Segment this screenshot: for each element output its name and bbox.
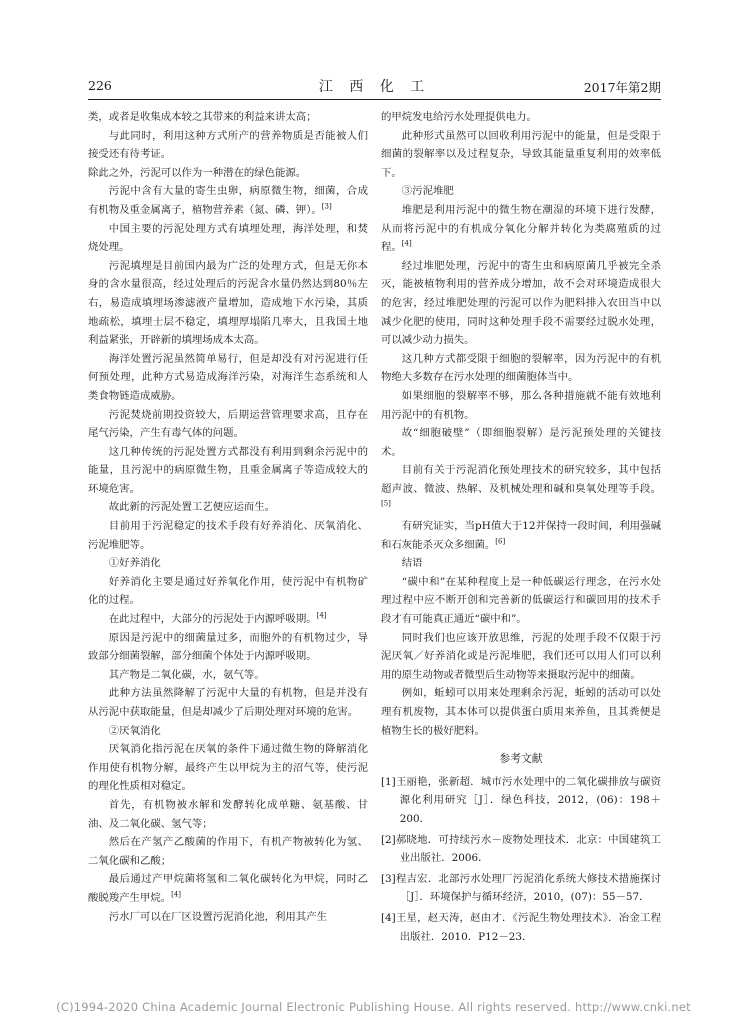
- header-rule: [88, 99, 661, 100]
- paragraph: [88, 182, 368, 219]
- paragraph-text: 此种形式虽然可以回收利用污泥中的能量，但是受限于细菌的裂解率以及过程复杂，导致其能量重复利用的效率低下。: [381, 129, 661, 179]
- page-header: [88, 76, 661, 96]
- references-heading: 参考文献: [499, 752, 543, 766]
- paragraph: [381, 182, 661, 201]
- paragraph-text: 目前有关于污泥消化预处理技术的研究较多，其中包括超声波、微波、热解、及机械处理和碱和臭氧处理等手段。: [381, 464, 661, 495]
- paragraph-text: 的甲烷发电给污水处理提供电力。: [381, 111, 537, 123]
- paragraph: [381, 127, 661, 183]
- paragraph-text: 污泥焚烧前期投资较大，后期运营管理要求高，且存在尾气污染，产生有毒气体的问题。: [88, 408, 368, 440]
- page-number: 226: [88, 78, 112, 93]
- paragraph-text: 这几种方式都受限于细胞的裂解率，因为污泥中的有机物绝大多数存在污水处理的细菌胞体当中。: [381, 352, 661, 384]
- paragraph: [88, 740, 368, 796]
- paragraph: [88, 908, 368, 927]
- paragraph-text: ③污泥堆肥: [401, 185, 454, 198]
- paragraph: [88, 127, 368, 164]
- paragraph-text: 故此新的污泥处置工艺便应运而生。: [108, 501, 276, 514]
- paragraph-text: 污泥填埋是目前国内最为广泛的处理方式，但是无你本身的含水量很高，经过处理后的污泥含水量仍然达到80％左右，易造成填埋场渗滤液产量增加，造成地下水污染，其质地疏松，填埋士层不稳定，填埋厚塌陷几率大，且我国土地利益紧张，开辟新的填埋场成本太高。: [88, 259, 368, 347]
- paragraph: [88, 666, 368, 685]
- paragraph-text: ①好养消化: [108, 557, 161, 570]
- paragraph: [88, 164, 368, 183]
- journal-title: 江 西 化 工: [318, 79, 431, 95]
- paragraph-text: 结语: [401, 557, 423, 570]
- citation-marker: [5]: [381, 500, 391, 508]
- paragraph: [381, 108, 661, 127]
- paragraph-text: 如果细胞的裂解率不够，那么各种措施就不能有效地利用污泥中的有机物。: [381, 389, 661, 421]
- paragraph-text: 海洋处置污泥虽然简单易行，但是却没有对污泥进行任何预处理，此种方式易造成海洋污染，对海洋生态系统和人类食物链造成威胁。: [88, 352, 368, 402]
- paragraph: [88, 350, 368, 406]
- paragraph: [381, 684, 661, 740]
- reference-item: [3]程吉宏．北部污水处理厂污泥消化系统大修技术措施探讨［J］．环境保护与循环经济，2010，(07)：55－57．: [381, 872, 661, 904]
- paragraph-text: 厌氧消化指污泥在厌氧的条件下通过微生物的降解消化作用使有机物分解，最终产生以甲烷为主的沼气等，使污泥的理化性质相对稳定。: [88, 743, 368, 793]
- paragraph-text: 然后在产氢产乙酸菌的作用下，有机产物被转化为氢、二氧化碳和乙酸；: [88, 836, 368, 867]
- paragraph: [88, 517, 368, 554]
- paragraph-text: 污泥中含有大量的寄生虫卵，病原微生物，细菌，合成有机物及重金属离子，植物营养素（氮、磷、钾）。: [88, 185, 368, 216]
- paragraph-text: 类，或者是收集成本较之其带来的利益来讲太高；: [88, 111, 317, 123]
- citation-marker: [4]: [171, 890, 182, 899]
- paragraph: [88, 220, 368, 257]
- paragraph: [88, 684, 368, 721]
- paragraph-text: 此种方法虽然降解了污泥中大量的有机物，但是并没有从污泥中获取能量，但是却减少了后期处理对环境的危害。: [88, 687, 368, 718]
- paragraph-text: 堆肥是利用污泥中的微生物在潮湿的环境下进行发酵，从而将污泥中的有机成分氧化分解并转化为类腐殖质的过程。: [381, 203, 661, 254]
- paragraph: [381, 424, 661, 461]
- paragraph-text: 有研究证实，当pH值大于12并保持一段时间，利用强碱和石灰能杀灭众多细菌。: [381, 520, 661, 551]
- paragraph: [88, 443, 368, 499]
- issue-label: 2017年第2期: [583, 80, 661, 95]
- paragraph: [381, 201, 661, 257]
- citation-marker: [6]: [495, 537, 506, 546]
- paragraph: [88, 257, 368, 350]
- paragraph-text: 中国主要的污泥处理方式有填埋处理，海洋处理，和焚烧处理。: [88, 222, 368, 254]
- paragraph: [381, 629, 661, 685]
- paragraph: [88, 406, 368, 443]
- paragraph-text: 污水厂可以在厂区设置污泥消化池，利用其产生: [108, 910, 327, 923]
- paragraph: [381, 350, 661, 387]
- paragraph-text: 与此同时，利用这种方式所产的营养物质是否能被人们接受还有待考证。: [88, 129, 368, 161]
- paragraph: [381, 257, 661, 350]
- paragraph-text: 故“细胞破壁”（即细胞裂解）是污泥预处理的关键技术。: [381, 427, 661, 458]
- paragraph-text: ②厌氧消化: [108, 724, 161, 737]
- reference-item: [1]王丽艳，张新超．城市污水处理中的二氧化碳排放与碳资源化利用研究［J］．绿色科技，2012，(06)：198＋200．: [381, 775, 661, 825]
- paragraph-text: 首先，有机物被水解和发酵转化成单糖、氨基酸、甘油、及二氧化碳、氢气等；: [88, 798, 368, 830]
- paragraph-text: 除此之外，污泥可以作为一种潜在的绿色能源。: [88, 166, 307, 179]
- paragraph: [88, 796, 368, 833]
- citation-marker: [3]: [321, 202, 332, 211]
- right-column: [381, 108, 661, 948]
- paragraph: [381, 554, 661, 573]
- reference-item: [4]王星，赵天涛，赵由才．《污泥生物处理技术》．冶金工程出版社．2010．P12－23．: [381, 911, 661, 943]
- copyright-footer: (C)1994-2020 China Academic Journal Electronic Publishing House. All rights reserved. http://www.cnki.net: [56, 1000, 691, 1014]
- paragraph-text: 原因是污泥中的细菌量过多，而胞外的有机物过少，导致部分细菌裂解，部分细菌个体处于内源呼吸期。: [88, 631, 368, 663]
- paragraph-text: 其产物是二氧化碳，水，氨气等。: [108, 668, 265, 681]
- paragraph-text: 例如，蚯蚓可以用来处理剩余污泥，蚯蚓的活动可以处理有机废物，其本体可以提供蛋白质用来养鱼，且其粪便是植物生长的极好肥料。: [381, 687, 661, 737]
- paragraph-text: 在此过程中，大部分的污泥处于内源呼吸期。: [108, 613, 317, 626]
- paragraph: [88, 554, 368, 573]
- paragraph-text: 最后通过产甲烷菌将氢和二氧化碳转化为甲烷，同时乙酸脱羧产生甲烷。: [88, 873, 368, 904]
- paragraph: [381, 573, 661, 629]
- paragraph-text: 好养消化主要是通过好养氧化作用，使污泥中有机物矿化的过程。: [88, 575, 368, 607]
- paragraph-text: “碳中和”在某种程度上是一种低碳运行理念，在污水处理过程中应不断开创和完善新的低碳运行和碳回用的技术手段才有可能真正通近“碳中和”。: [381, 575, 661, 626]
- paragraph-text: 同时我们也应该开放思维，污泥的处理手段不仅限于污泥厌氧／好养消化或是污泥堆肥，我们还可以用人们可以利用的原生动物或者微型后生动物等来摄取污泥中的细菌。: [381, 631, 661, 681]
- paragraph: [381, 517, 661, 554]
- paragraph: [88, 108, 368, 127]
- paragraph-text: 经过堆肥处理，污泥中的寄生虫和病原菌几乎被完全杀灭，能被植物利用的营养成分增加，故不会对环境造成很大的危害，经过堆肥处理的污泥可以作为肥料排入农田当中以减少化肥的使用，同时这种处理手段不需要经过脱水处理，可以减少动力损失。: [381, 259, 661, 347]
- paragraph: [88, 498, 368, 517]
- left-column: [88, 108, 368, 926]
- paragraph: [381, 461, 661, 517]
- paragraph: [88, 833, 368, 870]
- paragraph-text: 目前用于污泥稳定的技术手段有好养消化、厌氧消化、污泥堆肥等。: [88, 520, 368, 551]
- references-list: [381, 773, 661, 946]
- paragraph: [88, 722, 368, 741]
- paragraph: [88, 610, 368, 629]
- paragraph: [88, 629, 368, 666]
- paragraph-text: 这几种传统的污泥处置方式都没有利用到剩余污泥中的能量，且污泥中的病原微生物，且重金属离子等造成较大的环境危害。: [88, 445, 368, 495]
- citation-marker: [4]: [316, 611, 327, 620]
- reference-item: [2]郝晓地．可持续污水－废物处理技术．北京：中国建筑工业出版社．2006．: [381, 833, 661, 865]
- paragraph: [381, 387, 661, 424]
- paragraph: [88, 573, 368, 610]
- citation-marker: [4]: [401, 239, 412, 248]
- paragraph: [88, 870, 368, 907]
